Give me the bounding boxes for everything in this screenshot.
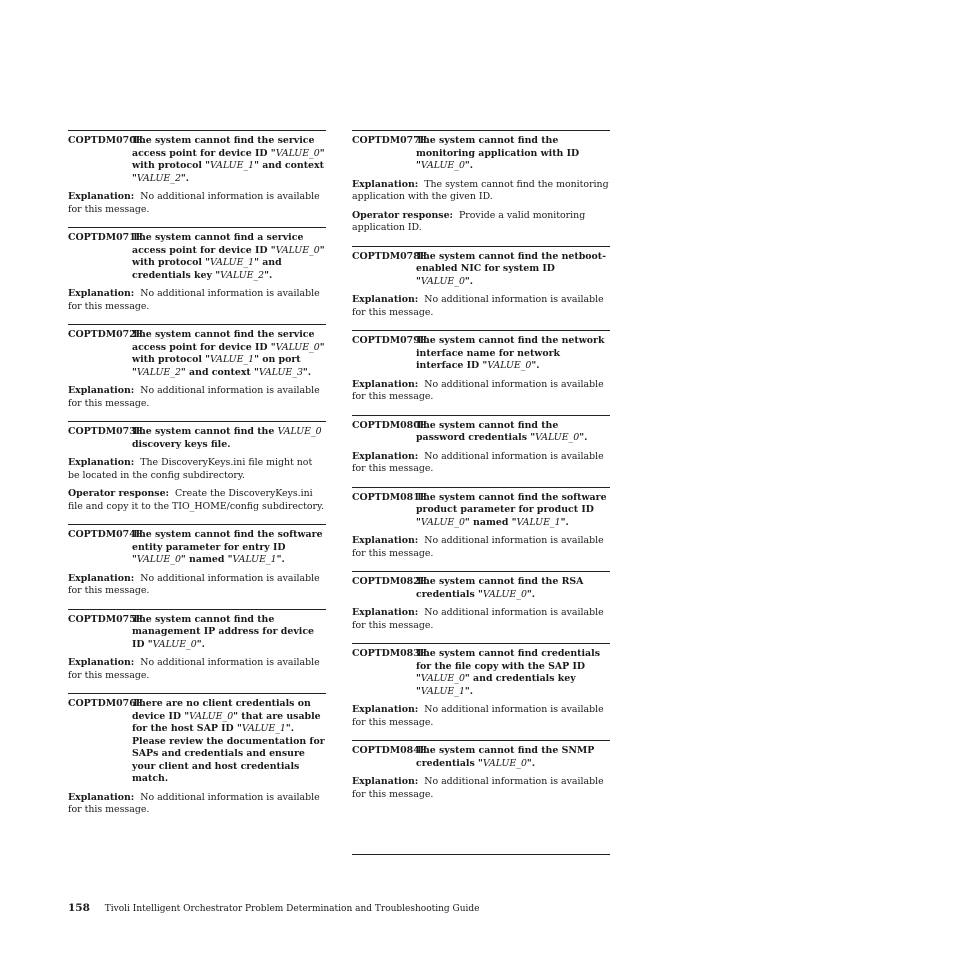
paragraph-text: No additional information is available for this message. [352,704,604,728]
title-text: The system cannot find credentials for the file copy with the SAP ID " [416,648,600,684]
variable-placeholder: VALUE_1 [516,516,561,528]
book-title: Tivoli Intelligent Orchestrator Problem Determination and Troubleshooting Guide [104,904,480,914]
message-paragraph [68,488,326,513]
variable-placeholder: VALUE_0 [275,341,320,353]
paragraph-label: Explanation: [352,607,419,618]
message-paragraph [352,294,610,319]
message-paragraph [352,451,610,476]
message-entry [68,524,326,598]
message-id: COPTDM078E [352,250,427,262]
message-id: COPTDM070E [68,135,143,146]
title-text: " with protocol " [132,244,325,268]
title-text: The system cannot find the network interface name for network interface ID " [416,335,605,371]
message-heading [68,529,326,567]
message-paragraph [352,607,610,632]
title-text: ". [276,554,285,565]
title-text: discovery keys file. [132,438,231,450]
variable-placeholder: VALUE_0 [487,360,532,371]
title-text: The system cannot find the monitoring application with ID " [416,135,580,171]
variable-placeholder: VALUE_0 [420,516,465,528]
message-title [416,335,610,373]
variable-placeholder: VALUE_2 [136,366,181,378]
paragraph-text: Create the DiscoveryKeys.ini file and copy it to the TIO_HOME/config subdirectory. [68,488,325,512]
message-entry [68,693,326,817]
message-title [416,492,610,530]
message-paragraph [68,288,326,313]
message-id: COPTDM073E [68,426,143,437]
message-entry [352,330,610,404]
title-text: ". [579,432,588,443]
title-text: ". Please review the documentation for SAPs and credentials and ensure your client and host credentials match. [132,723,325,784]
message-id: COPTDM077E [352,135,427,146]
paragraph-text: The DiscoveryKeys.ini file might not be located in the config subdirectory. [68,457,313,481]
title-text: ". [464,160,474,171]
paragraph-label: Explanation: [68,572,135,584]
paragraph-label: Explanation: [352,535,419,546]
message-paragraph [352,179,610,204]
message-title [132,614,326,652]
message-paragraph [68,657,326,682]
message-title [132,329,326,379]
page-footer [68,902,480,915]
paragraph-label: Explanation: [352,776,419,787]
message-paragraph [352,704,610,729]
end-rule [352,854,610,855]
message-title [132,135,326,185]
message-title [132,698,326,786]
right-column [352,130,610,812]
paragraph-text: No additional information is available for this message. [352,776,604,800]
message-title [416,420,610,445]
variable-placeholder: VALUE_0 [420,275,465,287]
title-text: The system cannot find the service access point for device ID " [132,329,315,353]
message-entry [352,571,610,632]
variable-placeholder: VALUE_1 [241,723,286,734]
message-heading [352,745,610,770]
paragraph-label: Explanation: [68,791,135,803]
paragraph-text: No additional information is available for this message. [352,450,604,474]
message-paragraph [352,535,610,560]
title-text: The system cannot find the service access point for device ID " [132,135,315,159]
title-text: ". [180,172,190,184]
message-entry [68,421,326,513]
title-text: The system cannot find the password credentials " [416,419,559,443]
paragraph-label: Explanation: [68,457,135,468]
paragraph-text: The system cannot find the monitoring application with the given ID. [352,178,609,202]
message-paragraph [68,385,326,410]
title-text: ". [196,638,205,650]
title-text: " and context " [132,160,324,184]
message-entry [352,740,610,801]
title-text: The system cannot find the SNMP credentials " [416,745,595,769]
paragraph-label: Explanation: [68,288,135,299]
paragraph-text: No additional information is available for this message. [68,791,320,815]
left-column [68,130,326,828]
variable-placeholder: VALUE_0 [420,160,465,171]
message-id: COPTDM075E [68,613,143,625]
message-id: COPTDM080E [352,419,427,431]
variable-placeholder: VALUE_0 [136,554,181,565]
message-id: COPTDM076E [68,698,143,709]
message-heading [68,329,326,379]
title-text: ". [531,360,540,371]
message-entry [352,643,610,729]
message-entry [352,246,610,320]
variable-placeholder: VALUE_1 [210,257,255,268]
message-title [132,529,326,567]
title-text: The system cannot find the software entity parameter for entry ID " [132,529,323,565]
message-id: COPTDM071E [68,232,143,243]
title-text: ". [464,685,474,697]
paragraph-label: Explanation: [68,657,135,668]
title-text: " with protocol " [132,341,325,365]
message-entry [68,324,326,410]
message-id: COPTDM084E [352,745,427,756]
title-text: The system cannot find the [132,426,278,437]
message-heading [68,698,326,786]
message-paragraph [352,776,610,801]
paragraph-label: Explanation: [352,294,419,305]
variable-placeholder: VALUE_0 [275,147,320,159]
message-paragraph [68,573,326,598]
message-entry [352,130,610,235]
message-id: COPTDM072E [68,329,143,340]
message-id: COPTDM082E [352,576,427,587]
variable-placeholder: VALUE_2 [136,172,181,184]
message-title [416,745,610,770]
message-title [132,426,326,451]
variable-placeholder: VALUE_1 [232,554,277,565]
message-paragraph [352,210,610,235]
title-text: ". [264,269,273,281]
title-text: ". [526,757,536,769]
paragraph-text: No additional information is available for this message. [352,607,604,631]
paragraph-text: No additional information is available for this message. [352,294,604,318]
message-title [132,232,326,282]
message-heading [352,335,610,373]
paragraph-label: Explanation: [352,378,419,390]
paragraph-label: Explanation: [352,450,419,462]
variable-placeholder: VALUE_0 [277,426,322,437]
message-heading [68,135,326,185]
message-paragraph [68,191,326,216]
message-id: COPTDM074E [68,529,143,540]
variable-placeholder: VALUE_1 [210,354,255,365]
message-heading [352,576,610,601]
paragraph-label: Explanation: [352,178,419,190]
message-id: COPTDM079E [352,335,427,346]
variable-placeholder: VALUE_3 [258,366,303,378]
variable-placeholder: VALUE_0 [420,673,465,684]
title-text: The system cannot find the software product parameter for product ID " [416,491,607,528]
title-text: The system cannot find the netboot-enabled NIC for system ID " [416,250,606,287]
message-entry [68,609,326,683]
message-title [416,135,610,173]
paragraph-text: No additional information is available for this message. [68,572,320,596]
paragraph-label: Explanation: [68,385,135,396]
message-entry [352,415,610,476]
variable-placeholder: VALUE_1 [210,160,255,171]
variable-placeholder: VALUE_0 [482,588,527,600]
title-text: ". [526,588,536,600]
message-entry [352,487,610,561]
paragraph-text: No additional information is available for this message. [352,378,604,402]
message-id: COPTDM081E [352,491,427,503]
paragraph-label: Operator response: [352,209,453,221]
title-text: ". [464,275,474,287]
paragraph-label: Operator response: [68,488,169,499]
message-heading [68,426,326,451]
title-text: ". [560,516,569,528]
variable-placeholder: VALUE_0 [482,757,527,769]
paragraph-text: No additional information is available for this message. [352,535,604,559]
title-text: The system cannot find a service access point for device ID " [132,232,304,256]
message-heading [352,492,610,530]
title-text: " on port " [132,354,301,378]
variable-placeholder: VALUE_1 [420,685,465,697]
variable-placeholder: VALUE_0 [152,638,197,650]
paragraph-text: No additional information is available for this message. [68,288,320,312]
title-text: " that are usable for the host SAP ID " [132,710,321,734]
message-entry [68,227,326,313]
variable-placeholder: VALUE_0 [189,710,234,722]
message-title [416,251,610,289]
title-text: " and credentials key " [416,673,576,697]
variable-placeholder: VALUE_0 [275,244,320,256]
message-heading [352,251,610,289]
paragraph-text: No additional information is available for this message. [68,657,320,681]
title-text: ". [302,366,312,378]
variable-placeholder: VALUE_2 [220,269,265,281]
message-heading [352,648,610,698]
message-heading [352,420,610,445]
paragraph-label: Explanation: [68,191,135,202]
paragraph-text: No additional information is available for this message. [68,191,320,215]
paragraph-text: Provide a valid monitoring application ID. [352,209,586,233]
title-text: The system cannot find the management IP address for device ID " [132,613,314,650]
title-text: " and context " [180,366,259,378]
paragraph-text: No additional information is available for this message. [68,385,320,409]
message-paragraph [68,792,326,817]
message-paragraph [352,379,610,404]
title-text: The system cannot find the RSA credentials " [416,576,584,600]
message-title [416,648,610,698]
page-number: 158 [68,902,90,914]
title-text: There are no client credentials on device ID " [132,698,311,722]
message-heading [68,614,326,652]
message-title [416,576,610,601]
message-id: COPTDM083E [352,648,427,659]
title-text: " named " [464,516,517,528]
title-text: " and credentials key " [132,257,282,281]
title-text: " with protocol " [132,147,325,171]
message-entry [68,130,326,216]
message-heading [352,135,610,173]
variable-placeholder: VALUE_0 [535,432,580,443]
message-heading [68,232,326,282]
paragraph-label: Explanation: [352,704,419,715]
message-paragraph [68,457,326,482]
title-text: " named " [180,554,233,565]
